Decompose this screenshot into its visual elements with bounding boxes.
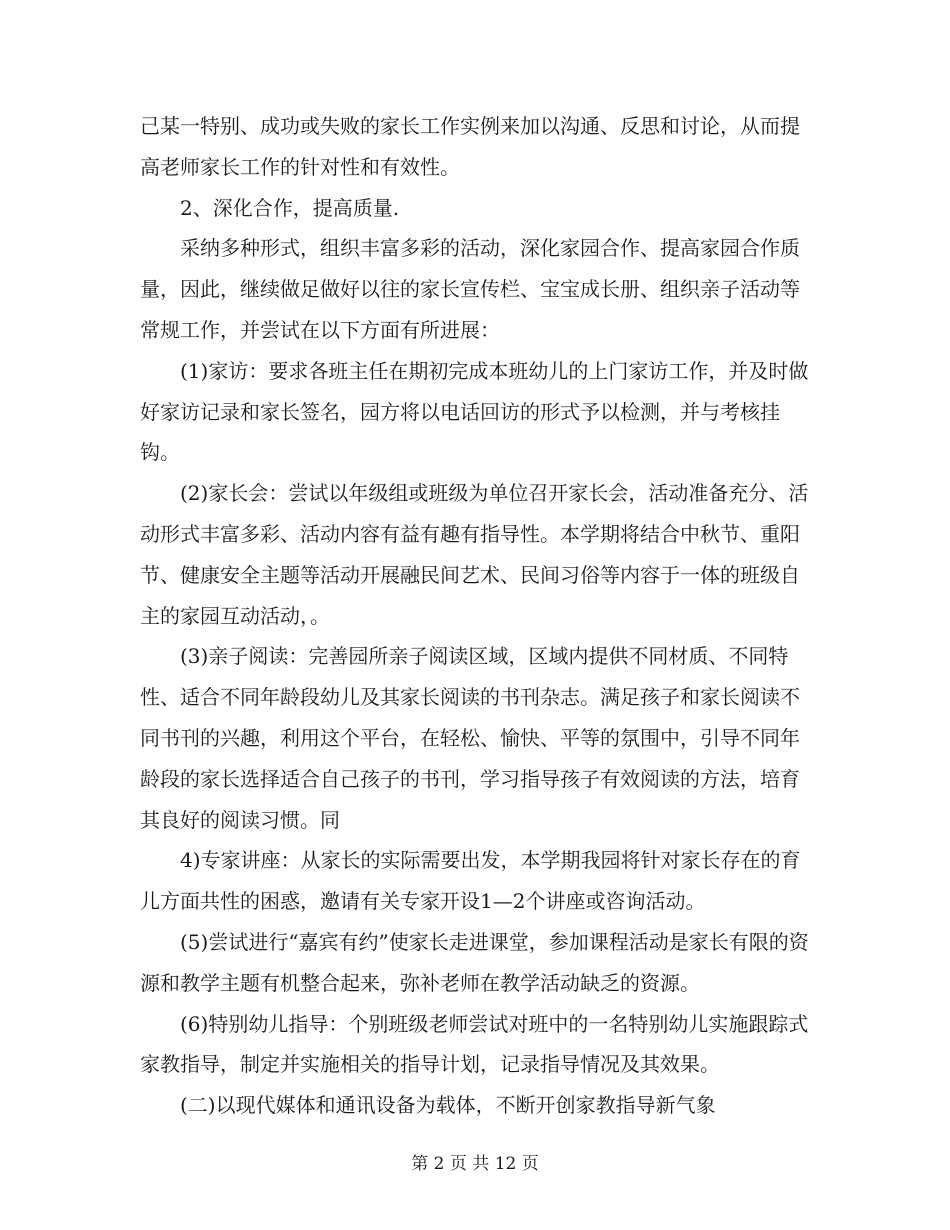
paragraph-guest-appointment: (5)尝试进行“嘉宾有约”使家长走进课堂，参加课程活动是家长有限的资源和教学主题有机整合起来，弥补老师在教学活动缺乏的资源。 [140, 929, 809, 995]
paragraph-continuation: 己某一特别、成功或失败的家长工作实例来加以沟通、反思和讨论，从而提高老师家长工作的针对性和有效性。 [140, 114, 800, 179]
paragraph-section-heading: 2、深化合作，提高质量. [180, 195, 400, 220]
page-number-footer: 第 2 页 共 12 页 [411, 1154, 539, 1174]
paragraph-intro: 采纳多种形式，组织丰富多彩的活动，深化家园合作、提高家园合作质量，因此，继续做足做好以往的家长宣传栏、宝宝成长册、组织亲子活动等常规工作，并尝试在以下方面有所进展： [140, 236, 800, 342]
document-body [140, 106, 810, 1126]
paragraph-parent-meeting: (2)家长会：尝试以年级组或班级为单位召开家长会，活动准备充分、活动形式丰富多彩、活动内容有益有趣有指导性。本学期将结合中秋节、重阳节、健康安全主题等活动开展融民间艺术、民间习俗等内容于一体的班级自主的家园互动活动，。 [140, 481, 809, 628]
paragraph-special-child-guidance: (6)特别幼儿指导：个别班级老师尝试对班中的一名特别幼儿实施跟踪式家教指导，制定并实施相关的指导计划，记录指导情况及其效果。 [140, 1011, 809, 1077]
paragraph-expert-lecture: 4)专家讲座：从家长的实际需要出发，本学期我园将针对家长存在的育儿方面共性的困惑，邀请有关专家开设1—2个讲座或咨询活动。 [140, 848, 801, 914]
paragraph-parent-child-reading: (3)亲子阅读：完善园所亲子阅读区域，区域内提供不同材质、不同特性、适合不同年龄段幼儿及其家长阅读的书刊杂志。满足孩子和家长阅读不同书刊的兴趣，利用这个平台，在轻松、愉快、平等的氛围中，引导不同年龄段的家长选择适合自己孩子的书刊，学习指导孩子有效阅读的方法，培育其良好的阅读习惯。同 [140, 644, 800, 832]
paragraph-modern-media-heading: (二)以现代媒体和通讯设备为载体，不断开创家教指导新气象 [180, 1093, 716, 1118]
paragraph-home-visit: (1)家访：要求各班主任在期初完成本班幼儿的上门家访工作，并及时做好家访记录和家长签名，园方将以电话回访的形式予以检测，并与考核挂钩。 [140, 358, 809, 465]
